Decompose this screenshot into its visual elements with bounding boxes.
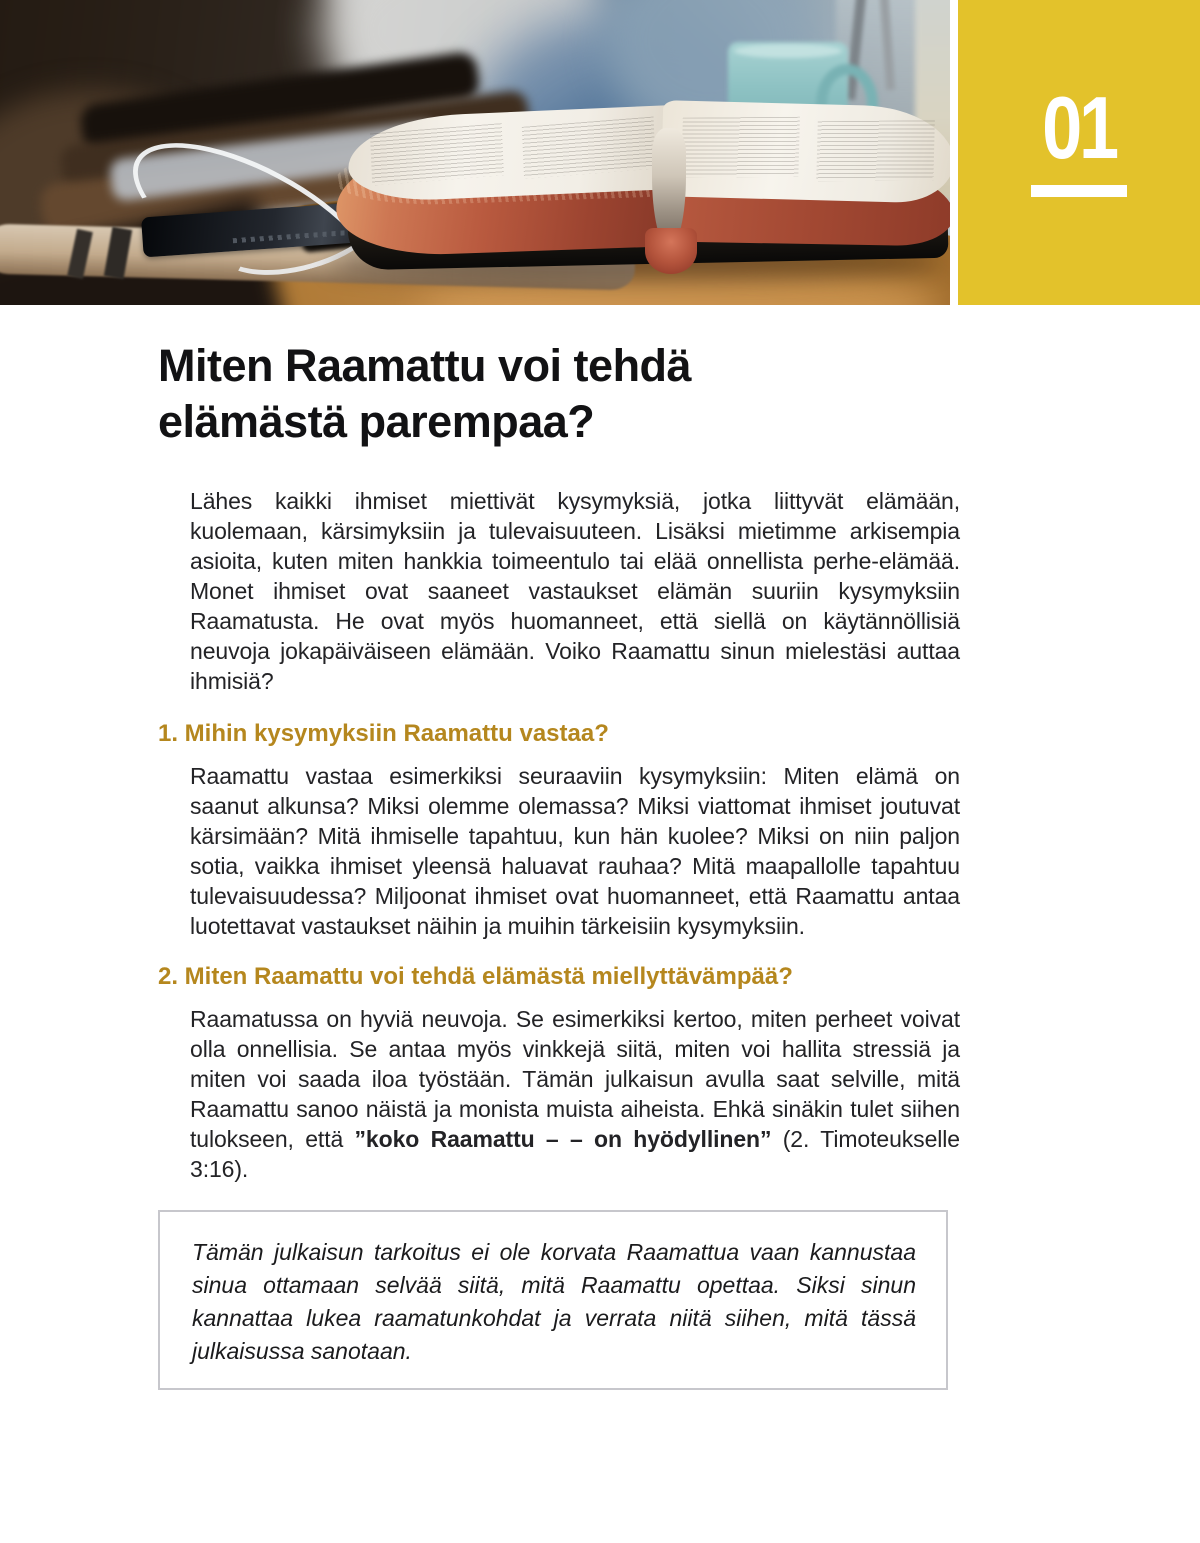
section-2-paragraph <box>190 1004 960 1184</box>
section-1-heading: 1. Mihin kysymyksiin Raamattu vastaa? <box>158 720 609 747</box>
publication-note-box: Tämän julkaisun tarkoitus ei ole korvata Raamattua vaan kannustaa sinua ottamaan selvää siitä, mitä Raamattu opettaa. Siksi sinun kannattaa lukea raamatunkohdat ja verrata niitä siihen, mitä tässä julkaisussa sanotaan. <box>158 1210 948 1390</box>
book-gutter-curl-shape <box>645 228 697 274</box>
page-text-column-shape <box>522 117 656 179</box>
scripture-reference: (2. Timoteukselle 3:16). <box>190 1126 960 1182</box>
chapter-number-block <box>958 0 1200 305</box>
scripture-quote: ”koko Raamattu – – on hyödyllinen” <box>354 1126 772 1152</box>
section-2-heading: 2. Miten Raamattu voi tehdä elämästä miellyttävämpää? <box>158 963 793 990</box>
chapter-number: 01 <box>1042 78 1116 177</box>
chapter-number-underline <box>1031 185 1127 197</box>
page-title: Miten Raamattu voi tehdä elämästä parempaa? <box>158 340 692 447</box>
bible-open-page-right-shape <box>661 100 950 204</box>
section-1-paragraph: Raamattu vastaa esimerkiksi seuraaviin kysymyksiin: Miten elämä on saanut alkunsa? Miksi olemme olemassa? Miksi viattomat ihmiset joutuvat kärsimään? Mitä ihmiselle tapahtuu, kun hän kuolee? Miksi on niin paljon sotia, vaikka ihmiset yleensä haluavat rauhaa? Mitä maapallolle tapahtuu tulevaisuudessa? Miljoonat ihmiset ovat huomanneet, että Raamattu antaa luotettavat vastaukset näihin ja muihin tärkeisiin kysymyksiin. <box>190 763 960 939</box>
article <box>158 338 960 1390</box>
intro-paragraph: Lähes kaikki ihmiset miettivät kysymyksiä, jotka liittyvät elämään, kuolemaan, kärsimyksiin ja tulevaisuuteen. Lisäksi mietimme arkisempia asioita, kuten miten hankkia toimeentulo tai elää onnellista perhe-elämää. Monet ihmiset ovat saaneet vastaukset elämän suuriin kysymyksiin Raamatusta. He ovat myös huomanneet, että siellä on käytännöllisiä neuvoja jokapäiväiseen elämään. Voiko Raamattu sinun mielestäsi auttaa ihmisiä? <box>190 488 960 694</box>
page-text-column-shape <box>370 124 504 186</box>
page-text-column-shape <box>682 117 800 178</box>
page-text-column-shape <box>816 121 934 182</box>
header-photo <box>0 0 950 305</box>
section-2-text: Raamatussa on hyviä neuvoja. Se esimerkiksi kertoo, miten perheet voivat olla onnellisia. Se antaa myös vinkkejä siitä, miten voi hallita stressiä ja miten voi saada iloa työstään. Tämän julkaisun avulla saat selville, mitä Raamattu sanoo näistä ja monista muista aiheista. Ehkä sinäkin tulet siihen tulokseen, että <box>190 1006 960 1152</box>
